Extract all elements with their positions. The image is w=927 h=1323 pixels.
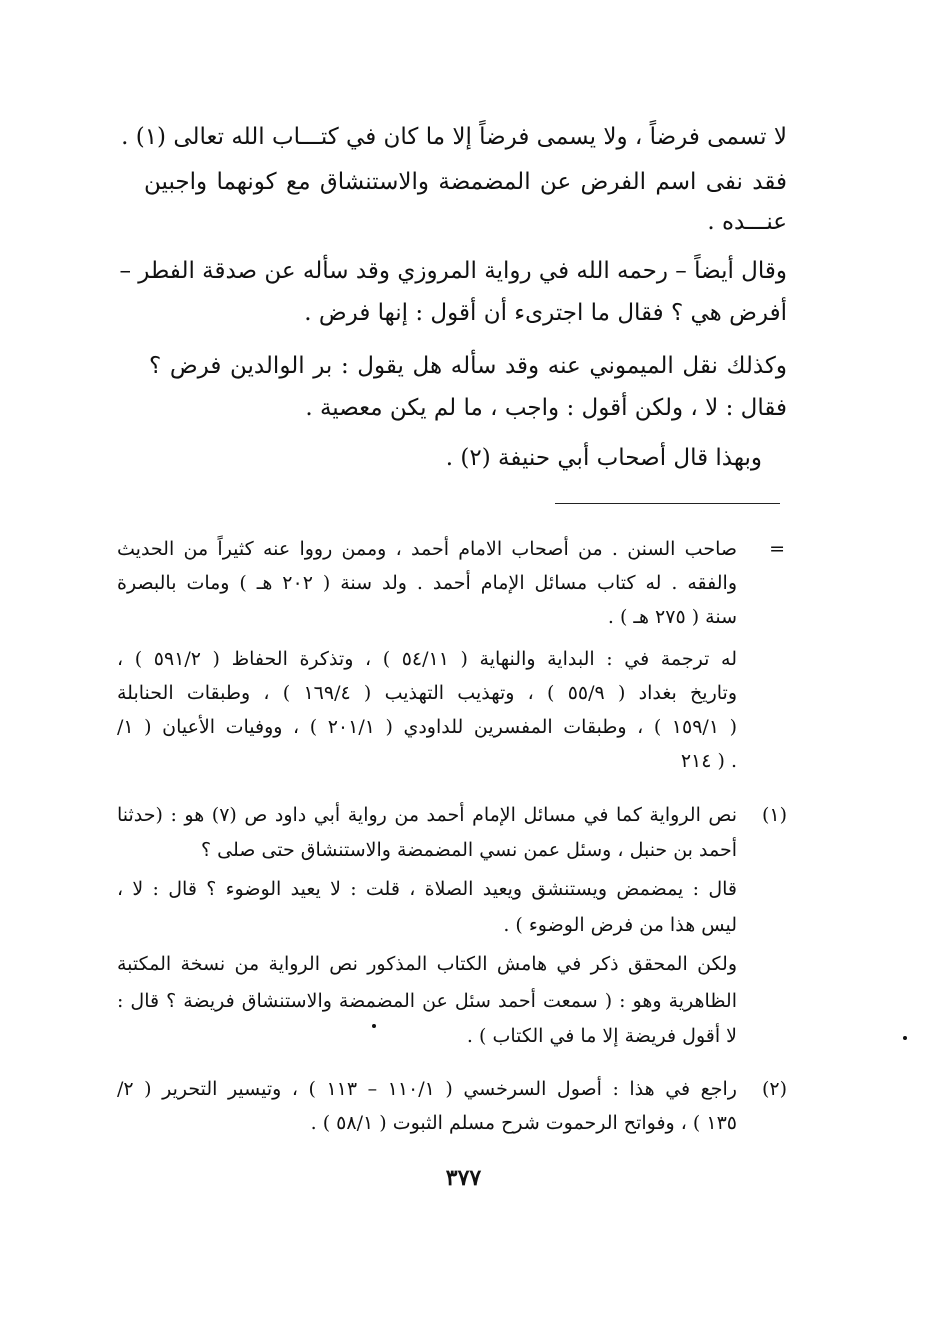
main-line-7: فقال : لا ، ولكن أقول : واجب ، ما لم يكن معصية . [305,395,787,421]
footnote-continuation-marker: = [769,538,785,560]
footnote-cont-line-1: صاحب السنن . من أصحاب الامام أحمد ، وممن رووا عنه كثيراً من الحديث [117,538,737,560]
footnote-1-line-7: لا أقول فريضة إلا ما في الكتاب ) . [466,1025,737,1047]
footnote-2-line-1: راجع في هذا : أصول السرخسي ( ١١٠/١ – ١١٣ ) ، وتيسير التحرير ( ٢/ [117,1078,737,1100]
main-line-8: وبهذا قال أصحاب أبي حنيفة (٢) . [445,445,762,471]
scan-speck [372,1024,376,1028]
footnote-cont-line-2: والفقه . له كتاب مسائل الإمام أحمد . ولد سنة ( ٢٠٢ هـ ) ومات بالبصرة [117,572,737,594]
main-line-1: لا تسمى فرضاً ، ولا يسمى فرضاً إلا ما كان في كتـــاب الله تعالى (١) . [121,124,787,150]
footnote-cont-line-7: ٢١٤ ) . [680,750,737,772]
main-line-2: فقد نفى اسم الفرض عن المضمضة والاستنشاق مع كونهما واجبين [144,169,787,195]
footnote-1-line-2: أحمد بن حنبل ، وسئل عمن نسي المضمضة والاستنشاق حتى صلى ؟ [201,839,737,861]
footnote-1-line-5: ولكن المحقق ذكر في هامش الكتاب المذكور نص الرواية من نسخة المكتبة [117,953,737,975]
main-line-4: وقال أيضاً – رحمه الله في رواية المروزي وقد سأله عن صدقة الفطر – [119,258,787,284]
footnote-1-number: (١) [761,804,787,826]
main-line-6: وكذلك نقل الميموني عنه وقد سأله هل يقول : بر الوالدين فرض ؟ [149,353,787,379]
footnote-1-line-3: قال : يمضمض ويستنشق ويعيد الصلاة ، قلت : لا يعيد الوضوء ؟ قال : لا ، [117,878,737,900]
footnote-2-number: (٢) [761,1078,787,1100]
page-number: ٣٧٧ [445,1165,482,1191]
footnote-1-line-6: الظاهرية وهو : ( سمعت أحمد سئل عن المضمضة والاستنشاق فريضة ؟ قال : [117,990,737,1012]
footnote-1-line-1: نص الرواية كما في مسائل الإمام أحمد من رواية أبي داود ص (٧) هو : (حدثنا [117,804,737,826]
footnote-cont-line-3: سنة ( ٢٧٥ هـ ) . [607,606,737,628]
scan-speck [903,1036,907,1040]
footnote-separator [555,503,780,504]
main-line-5: أفرض هي ؟ فقال ما اجترىء أن أقول : إنها فرض . [304,300,787,326]
footnote-cont-line-6: ( ١٥٩/١ ) ، وطبقات المفسرين للداودي ( ٢٠١/١ ) ، ووفيات الأعيان ( ١/ [117,716,738,738]
footnote-1-line-4: ليس هذا من فرض الوضوء ) . [503,914,737,936]
main-line-3: عنـــده . [707,209,787,235]
footnote-2-line-2: ١٣٥ ) ، وفواتح الرحموت شرح مسلم الثبوت ( ٥٨/١ ) . [310,1112,737,1134]
footnote-cont-line-5: وتاريخ بغداد ( ٥٥/٩ ) ، وتهذيب التهذيب ( ١٦٩/٤ ) ، وطبقات الحنابلة [117,682,738,704]
footnote-cont-line-4: له ترجمة في : البداية والنهاية ( ٥٤/١١ ) ، وتذكرة الحفاظ ( ٥٩١/٢ ) ، [117,648,738,670]
